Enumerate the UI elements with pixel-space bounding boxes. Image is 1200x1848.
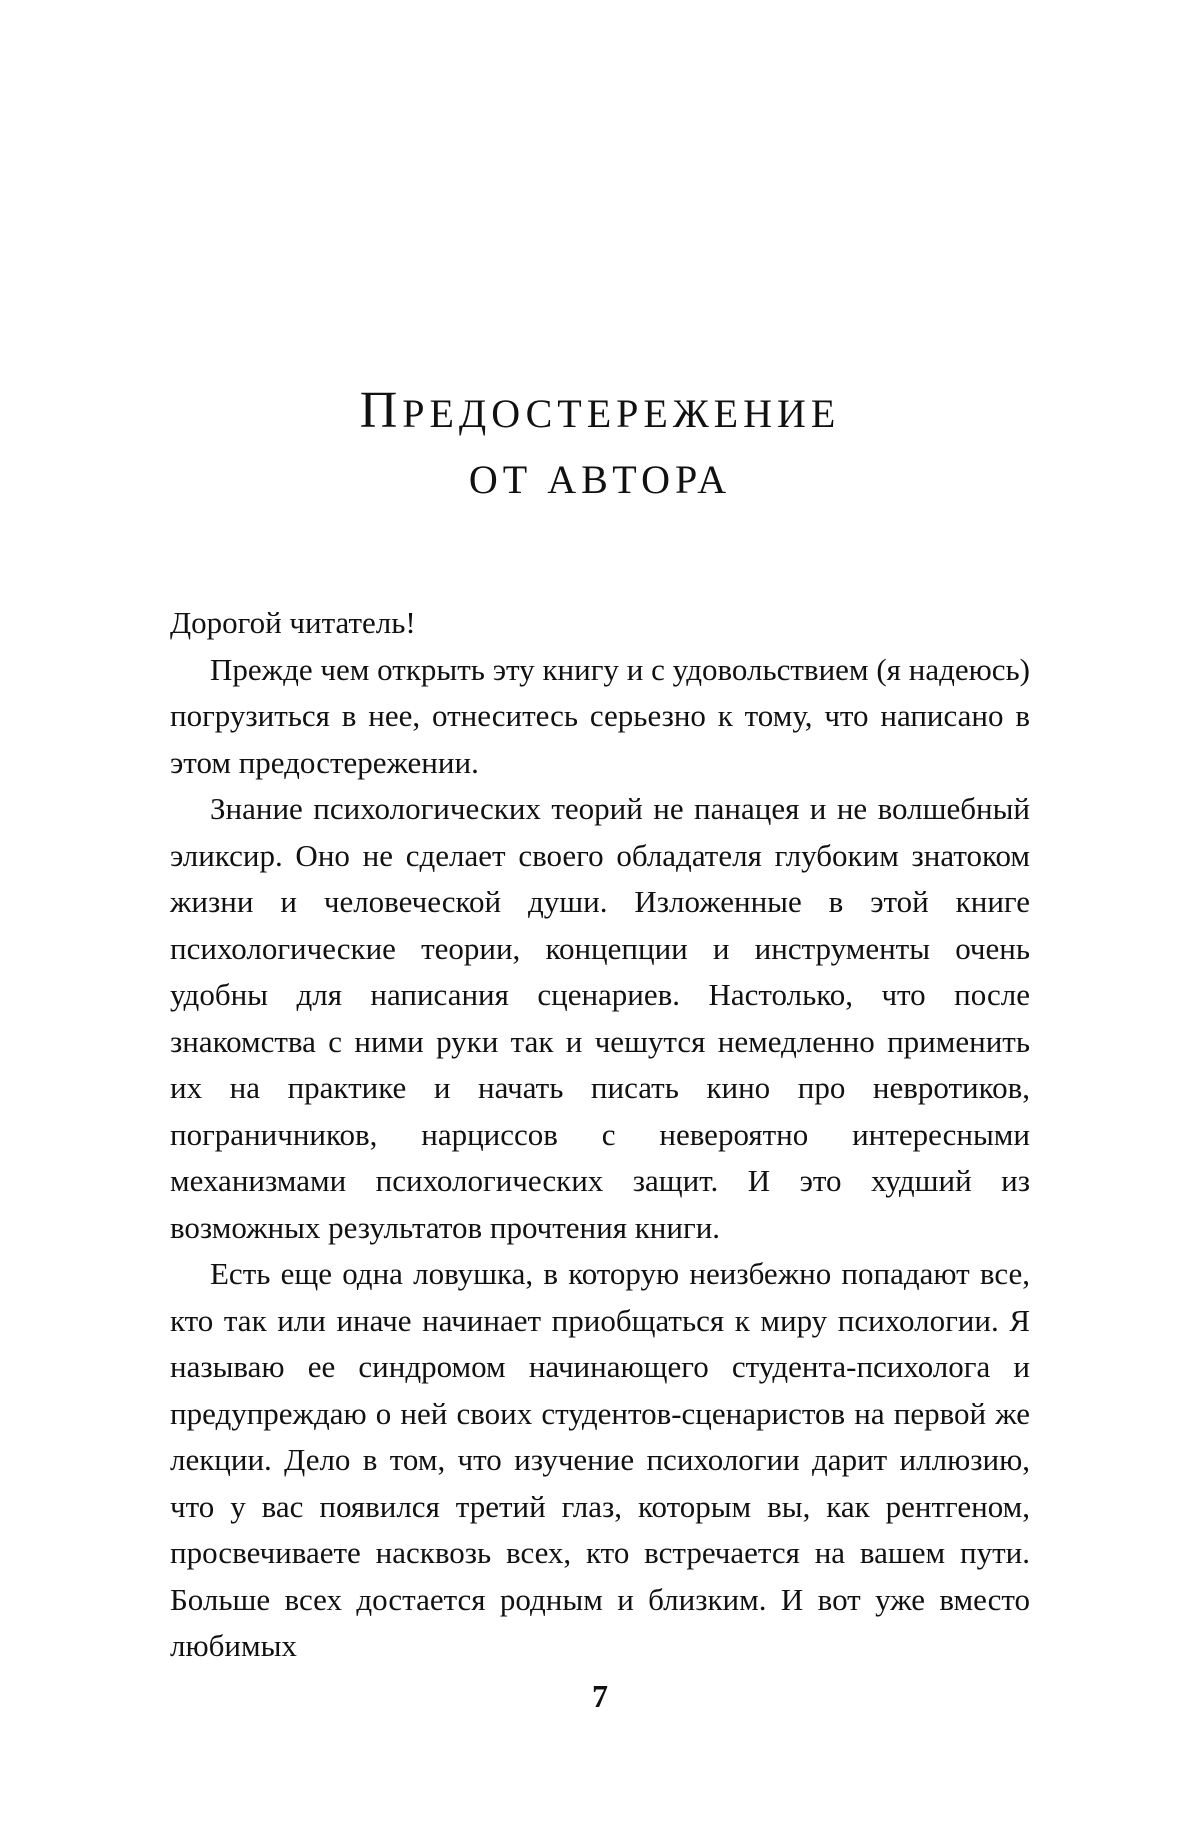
paragraph: Есть еще одна ловушка, в которую неизбежно попадают все, кто так или иначе начинает приобщаться к миру психологии. Я называю ее синдромом начинающего студента-психолога и предупреждаю о ней своих студентов-сценаристов на первой же лекции. Дело в том, что изучение психологии дарит иллюзию, что у вас появился третий глаз, которым вы, как рентгеном, просвечиваете насквозь всех, кто встречается на вашем пути. Больше всех достается родным и близким. И вот уже вместо любимых (170, 1256, 1030, 1663)
body-text (170, 600, 1030, 1670)
chapter-heading (0, 378, 1200, 513)
heading-initial-cap: П (359, 382, 403, 439)
heading-line-1-rest: РЕДОСТЕРЕЖЕНИЕ (402, 391, 841, 436)
page-number: 7 (592, 1678, 608, 1714)
heading-line-2: ОТ АВТОРА (468, 457, 732, 502)
paragraph: Знание психологических теорий не панацея и не волшебный эликсир. Оно не сделает своего обладателя глубоким знатоком жизни и человеческой души. Изложенные в этой книге психологические теории, концепции и инструменты очень удобны для написания сценариев. Настолько, что после знакомства с ними руки так и чешутся немедленно применить их на практике и начать писать кино про невротиков, пограничников, нарциссов с невероятно интересными механизмами психологических защит. И это худший из возможных результатов прочтения книги. (170, 791, 1030, 1245)
heading-line-1 (0, 378, 1200, 447)
paragraph: Прежде чем открыть эту книгу и с удовольствием (я надеюсь) погрузиться в нее, отнеситесь серьезно к тому, что написано в этом предостережении. (170, 651, 1030, 780)
salutation: Дорогой читатель! (170, 605, 416, 640)
